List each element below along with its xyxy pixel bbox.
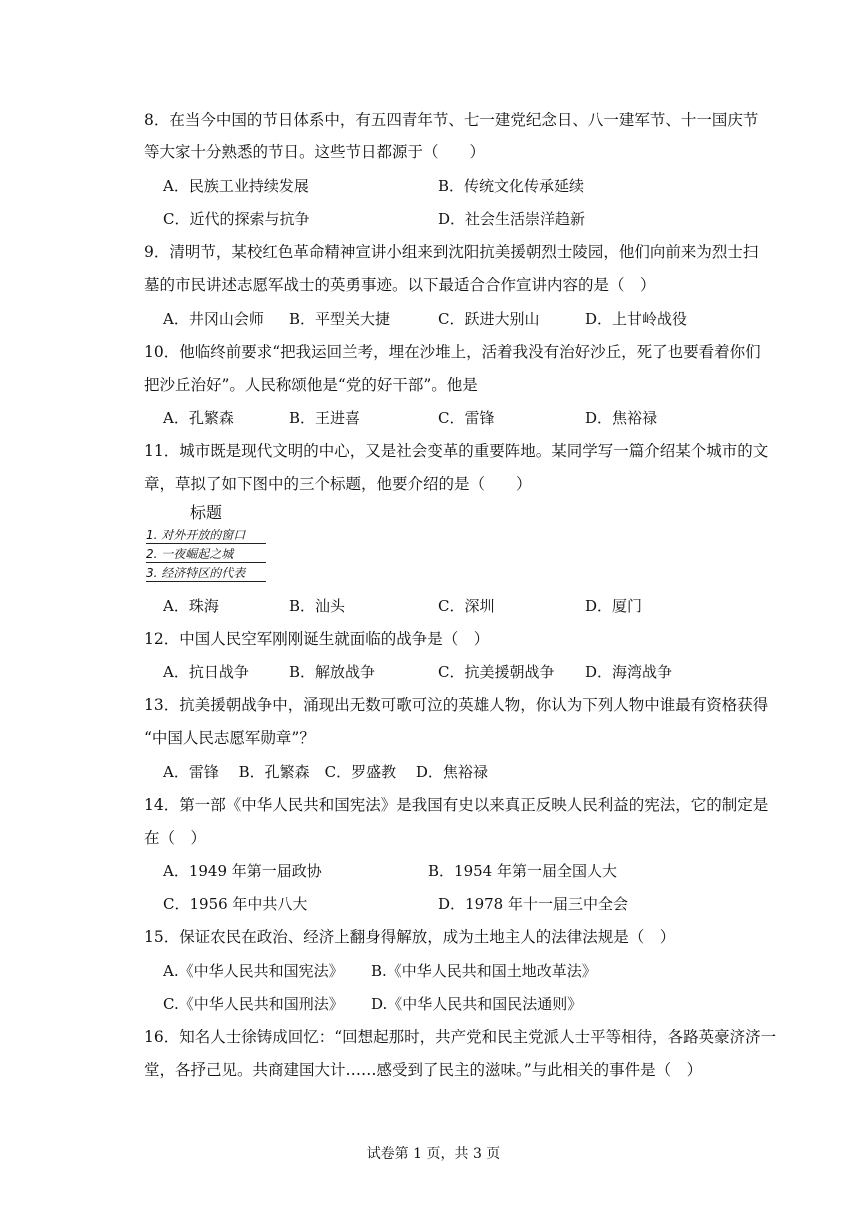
question-11-option-c[interactable]: C．深圳 — [438, 597, 495, 615]
question-16-stem-line-1: 16．知名人士徐铸成回忆：“回想起那时，共产党和民主党派人士平等相待，各路英豪济济一 — [144, 1028, 777, 1046]
question-8-option-b[interactable]: B．传统文化传承延续 — [438, 177, 585, 195]
question-10-stem-line-1: 10．他临终前要求“把我运回兰考，埋在沙堆上，活着我没有治好沙丘，死了也要看着你们 — [144, 343, 761, 361]
question-8-option-c[interactable]: C．近代的探索与抗争 — [163, 210, 310, 228]
question-11-option-d[interactable]: D．厦门 — [585, 597, 643, 615]
question-8-option-a[interactable]: A．民族工业持续发展 — [163, 177, 309, 195]
question-12-option-a[interactable]: A．抗日战争 — [163, 663, 249, 681]
question-11-option-a[interactable]: A．珠海 — [163, 597, 219, 615]
question-16-stem-line-2: 堂，各抒己见。共商建国大计……感受到了民主的滋味。”与此相关的事件是（ ） — [144, 1061, 703, 1079]
page-footer: 试卷第 1 页，共 3 页 — [366, 1146, 501, 1162]
question-15-option-a[interactable]: A.《中华人民共和国宪法》 — [163, 962, 344, 980]
question-12-option-b[interactable]: B．解放战争 — [289, 663, 376, 681]
question-9-option-a[interactable]: A．井冈山会师 — [163, 310, 264, 328]
question-8-option-d[interactable]: D．社会生活崇洋趋新 — [438, 210, 586, 228]
question-9-option-d[interactable]: D．上甘岭战役 — [585, 310, 688, 328]
question-13-options[interactable]: A．雷锋 B．孔繁森 C．罗盛教 D．焦裕禄 — [163, 763, 488, 781]
question-14-stem-line-1: 14．第一部《中华人民共和国宪法》是我国有史以来真正反映人民利益的宪法，它的制定是 — [144, 796, 769, 814]
question-12-option-c[interactable]: C．抗美援朝战争 — [438, 663, 555, 681]
question-10-option-b[interactable]: B．王进喜 — [289, 409, 361, 427]
question-13-stem-line-1: 13．抗美援朝战争中，涌现出无数可歌可泣的英雄人物，你认为下列人物中谁最有资格获得 — [144, 696, 769, 714]
figure-title-row-2: 2. 一夜崛起之城 — [146, 547, 266, 563]
question-10-option-a[interactable]: A．孔繁森 — [163, 409, 234, 427]
question-12-option-d[interactable]: D．海湾战争 — [585, 663, 673, 681]
question-10-stem-line-2: 把沙丘治好”。人民称颂他是“党的好干部”。他是 — [144, 376, 478, 394]
question-14-option-c[interactable]: C．1956 年中共八大 — [163, 895, 308, 913]
question-10-option-c[interactable]: C．雷锋 — [438, 409, 495, 427]
question-14-option-b[interactable]: B．1954 年第一届全国人大 — [428, 862, 617, 880]
question-8-stem-line-1: 8．在当今中国的节日体系中，有五四青年节、七一建党纪念日、八一建军节、十一国庆节 — [144, 111, 759, 129]
question-11-stem-line-2: 章，草拟了如下图中的三个标题，他要介绍的是（ ） — [144, 475, 532, 493]
question-11-option-b[interactable]: B．汕头 — [289, 597, 346, 615]
question-9-option-c[interactable]: C．跃进大别山 — [438, 310, 540, 328]
question-14-option-a[interactable]: A．1949 年第一届政协 — [163, 862, 322, 880]
figure-title-row-1: 1. 对外开放的窗口 — [146, 528, 266, 544]
question-11-stem-line-1: 11．城市既是现代文明的中心，又是社会变革的重要阵地。某同学写一篇介绍某个城市的文 — [144, 442, 769, 460]
question-9-stem-line-1: 9．清明节，某校红色革命精神宣讲小组来到沈阳抗美援朝烈士陵园，他们向前来为烈士扫 — [144, 243, 759, 261]
question-15-option-d[interactable]: D.《中华人民共和国民法通则》 — [371, 995, 583, 1013]
question-9-option-b[interactable]: B．平型关大捷 — [289, 310, 391, 328]
question-9-stem-line-2: 墓的市民讲述志愿军战士的英勇事迹。以下最适合合作宣讲内容的是（ ） — [144, 276, 656, 294]
question-13-stem-line-2: “中国人民志愿军勋章”？ — [144, 729, 315, 747]
figure-heading: 标题 — [190, 503, 223, 522]
question-11-title-figure — [146, 503, 274, 589]
question-14-stem-line-2: 在（ ） — [144, 829, 207, 847]
question-12-stem: 12．中国人民空军刚刚诞生就面临的战争是（ ） — [144, 630, 490, 648]
question-15-option-c[interactable]: C.《中华人民共和国刑法》 — [163, 995, 344, 1013]
question-15-option-b[interactable]: B.《中华人民共和国土地改革法》 — [371, 962, 597, 980]
question-10-option-d[interactable]: D．焦裕禄 — [585, 409, 658, 427]
question-14-option-d[interactable]: D．1978 年十一届三中全会 — [438, 895, 628, 913]
figure-title-row-3: 3. 经济特区的代表 — [146, 566, 266, 582]
question-15-stem: 15．保证农民在政治、经济上翻身得解放，成为土地主人的法律法规是（ ） — [144, 928, 676, 946]
question-8-stem-line-2: 等大家十分熟悉的节日。这些节日都源于（ ） — [144, 143, 486, 161]
